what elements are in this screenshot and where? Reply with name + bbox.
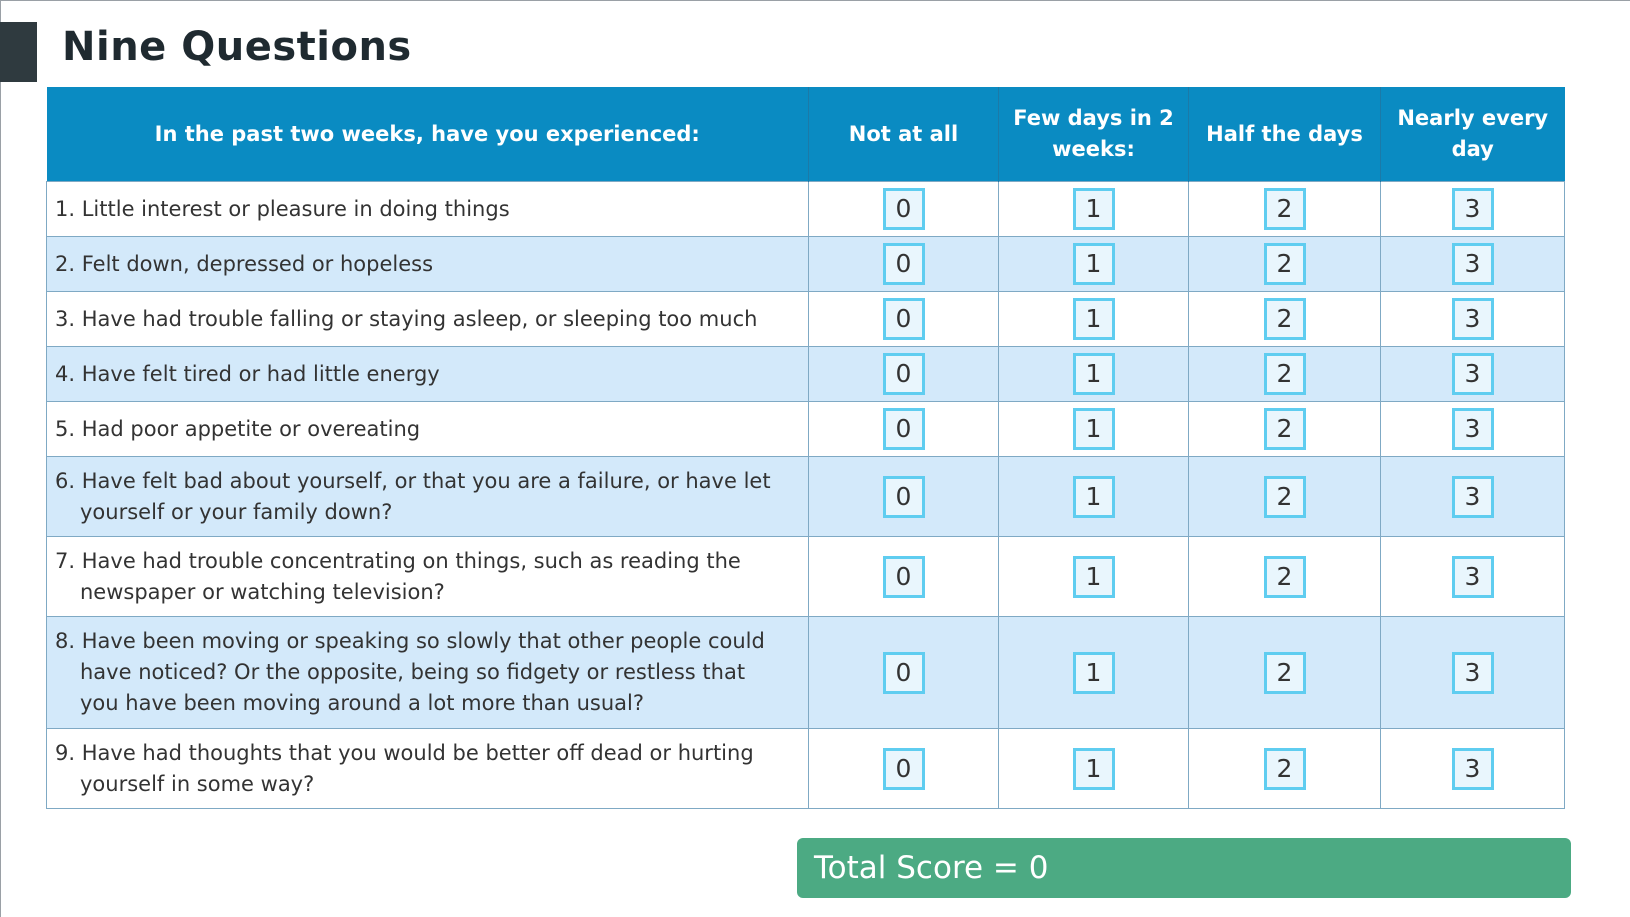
score-cell [999, 347, 1189, 402]
table-row [47, 182, 1565, 237]
score-cell [1189, 617, 1381, 729]
score-option-button[interactable]: 0 [883, 652, 925, 694]
score-cell [999, 182, 1189, 237]
score-option-button[interactable]: 1 [1073, 652, 1115, 694]
question-number: 2. [55, 251, 76, 276]
page-title: Nine Questions [62, 24, 412, 70]
question-label: Had poor appetite or overeating [81, 416, 421, 441]
total-score-bar: Total Score = 0 [797, 838, 1571, 898]
score-option-button[interactable]: 3 [1452, 748, 1494, 790]
score-cell [809, 729, 999, 809]
score-cell [1381, 729, 1565, 809]
question-text [47, 188, 808, 231]
score-cell [999, 237, 1189, 292]
score-cell [999, 537, 1189, 617]
score-cell [809, 617, 999, 729]
score-cell [999, 292, 1189, 347]
questionnaire-table [46, 87, 1565, 809]
score-option-button[interactable]: 2 [1264, 652, 1306, 694]
score-cell [1189, 457, 1381, 537]
question-text [47, 298, 808, 341]
question-cell [47, 402, 809, 457]
score-option-button[interactable]: 2 [1264, 748, 1306, 790]
table-row [47, 617, 1565, 729]
question-text [47, 732, 808, 806]
score-option-button[interactable]: 1 [1073, 243, 1115, 285]
question-label: Have had trouble concentrating on things, such as reading the newspaper or watching television? [80, 548, 741, 604]
question-label: Little interest or pleasure in doing things [81, 196, 510, 221]
score-cell [1381, 182, 1565, 237]
score-option-button[interactable]: 1 [1073, 188, 1115, 230]
score-option-button[interactable]: 3 [1452, 298, 1494, 340]
question-text [47, 353, 808, 396]
score-option-button[interactable]: 3 [1452, 188, 1494, 230]
question-cell [47, 237, 809, 292]
score-option-button[interactable]: 1 [1073, 353, 1115, 395]
score-cell [1189, 729, 1381, 809]
question-cell [47, 182, 809, 237]
header-not-at-all: Not at all [809, 87, 999, 182]
question-label: Have been moving or speaking so slowly that other people could have noticed? Or the opposite, being so fidgety or restless that you have been moving around a lot more than usual? [80, 629, 765, 715]
score-cell [1381, 537, 1565, 617]
score-option-button[interactable]: 2 [1264, 243, 1306, 285]
score-cell [999, 457, 1189, 537]
score-option-button[interactable]: 2 [1264, 556, 1306, 598]
question-text [47, 620, 808, 725]
top-divider [0, 0, 1630, 1]
question-label: Felt down, depressed or hopeless [81, 251, 434, 276]
score-option-button[interactable]: 1 [1073, 476, 1115, 518]
score-cell [1189, 402, 1381, 457]
score-option-button[interactable]: 2 [1264, 353, 1306, 395]
question-number: 1. [55, 196, 76, 221]
question-text [47, 243, 808, 286]
score-cell [809, 237, 999, 292]
score-option-button[interactable]: 0 [883, 476, 925, 518]
question-text [47, 540, 808, 614]
question-number: 7. [55, 548, 76, 573]
score-cell [809, 457, 999, 537]
score-cell [999, 729, 1189, 809]
score-option-button[interactable]: 0 [883, 243, 925, 285]
score-option-button[interactable]: 2 [1264, 298, 1306, 340]
left-divider [0, 0, 1, 917]
score-cell [1381, 457, 1565, 537]
score-option-button[interactable]: 0 [883, 353, 925, 395]
score-option-button[interactable]: 2 [1264, 476, 1306, 518]
score-cell [1381, 292, 1565, 347]
question-cell [47, 537, 809, 617]
score-cell [809, 402, 999, 457]
table-row [47, 237, 1565, 292]
score-option-button[interactable]: 2 [1264, 408, 1306, 450]
header-nearly-every-day: Nearly every day [1381, 87, 1565, 182]
score-cell [1381, 402, 1565, 457]
score-option-button[interactable]: 3 [1452, 652, 1494, 694]
question-cell [47, 292, 809, 347]
score-cell [999, 402, 1189, 457]
score-option-button[interactable]: 1 [1073, 408, 1115, 450]
score-cell [1381, 237, 1565, 292]
table-row [47, 402, 1565, 457]
question-cell [47, 617, 809, 729]
score-option-button[interactable]: 0 [883, 298, 925, 340]
header-half-the-days: Half the days [1189, 87, 1381, 182]
score-option-button[interactable]: 1 [1073, 556, 1115, 598]
score-option-button[interactable]: 0 [883, 408, 925, 450]
score-option-button[interactable]: 3 [1452, 353, 1494, 395]
question-number: 4. [55, 361, 76, 386]
question-label: Have felt tired or had little energy [81, 361, 440, 386]
score-option-button[interactable]: 1 [1073, 748, 1115, 790]
score-cell [1189, 347, 1381, 402]
score-cell [809, 537, 999, 617]
score-cell [1189, 537, 1381, 617]
question-number: 9. [55, 740, 76, 765]
question-number: 5. [55, 416, 76, 441]
header-question: In the past two weeks, have you experienced: [47, 87, 809, 182]
question-text [47, 460, 808, 534]
question-label: Have had thoughts that you would be better off dead or hurting yourself in some way? [80, 740, 754, 796]
score-cell [1381, 347, 1565, 402]
question-cell [47, 347, 809, 402]
score-option-button[interactable]: 3 [1452, 476, 1494, 518]
score-cell [809, 292, 999, 347]
score-option-button[interactable]: 1 [1073, 298, 1115, 340]
question-text [47, 408, 808, 451]
score-option-button[interactable]: 0 [883, 188, 925, 230]
table-header-row [47, 87, 1565, 182]
question-number: 8. [55, 629, 76, 653]
question-number: 3. [55, 306, 76, 331]
score-cell [1381, 617, 1565, 729]
question-cell [47, 457, 809, 537]
score-cell [1189, 182, 1381, 237]
questionnaire-body [47, 182, 1565, 809]
score-option-button[interactable]: 0 [883, 556, 925, 598]
score-cell [809, 347, 999, 402]
question-label: Have had trouble falling or staying asleep, or sleeping too much [81, 306, 758, 331]
title-accent-block [0, 22, 37, 82]
score-cell [999, 617, 1189, 729]
score-cell [809, 182, 999, 237]
score-cell [1189, 237, 1381, 292]
score-option-button[interactable]: 2 [1264, 188, 1306, 230]
table-row [47, 457, 1565, 537]
table-row [47, 292, 1565, 347]
score-cell [1189, 292, 1381, 347]
header-few-days: Few days in 2 weeks: [999, 87, 1189, 182]
table-row [47, 537, 1565, 617]
question-number: 6. [55, 468, 76, 493]
score-option-button[interactable]: 3 [1452, 408, 1494, 450]
score-option-button[interactable]: 3 [1452, 556, 1494, 598]
question-cell [47, 729, 809, 809]
table-row [47, 347, 1565, 402]
score-option-button[interactable]: 3 [1452, 243, 1494, 285]
question-label: Have felt bad about yourself, or that you are a failure, or have let yourself or your family down? [80, 468, 771, 524]
score-option-button[interactable]: 0 [883, 748, 925, 790]
table-row [47, 729, 1565, 809]
